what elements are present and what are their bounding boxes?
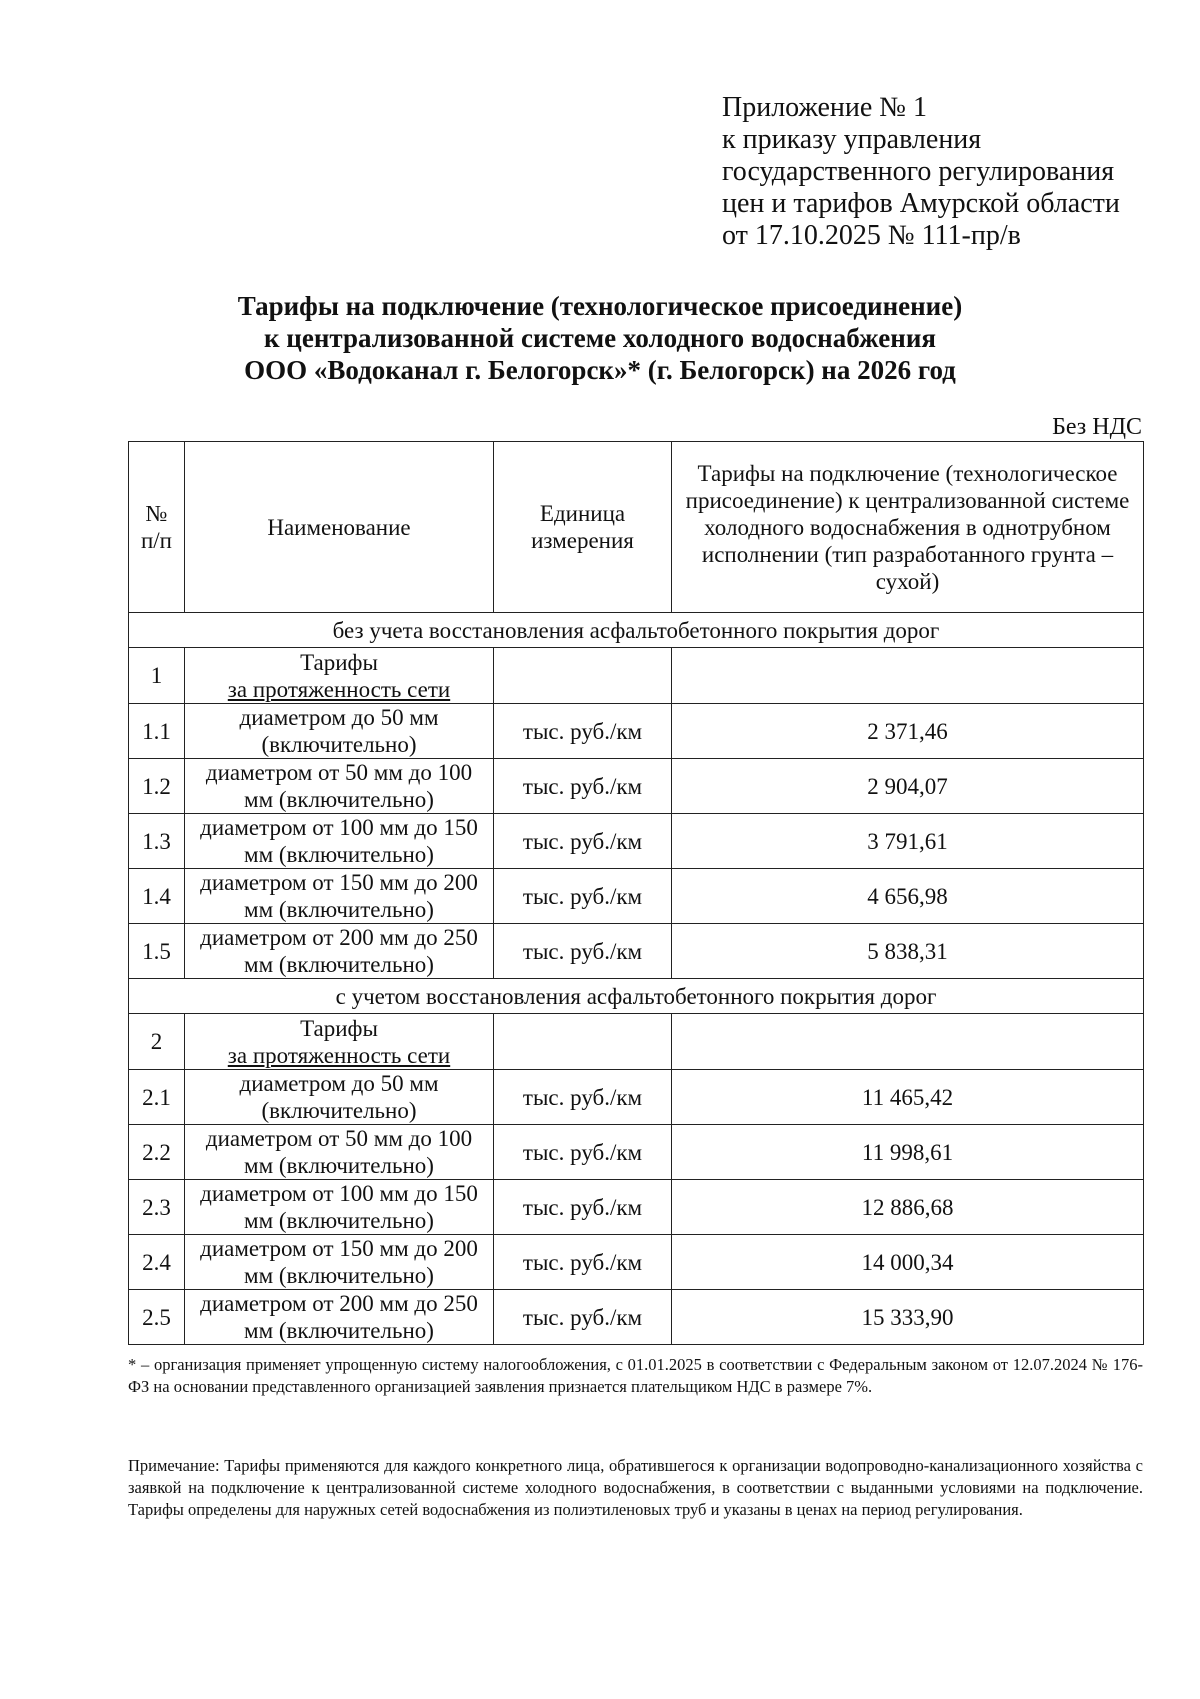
row-num: 2.5	[129, 1290, 185, 1345]
table-row	[129, 759, 1144, 814]
group-num: 1	[129, 648, 185, 704]
section-row	[129, 613, 1144, 648]
document-title	[150, 290, 1050, 386]
row-unit: тыс. руб./км	[494, 1125, 672, 1180]
row-value: 2 904,07	[672, 759, 1144, 814]
table-row	[129, 1290, 1144, 1345]
row-name: диаметром до 50 мм (включительно)	[185, 1070, 494, 1125]
group-num: 2	[129, 1014, 185, 1070]
header-name: Наименование	[185, 442, 494, 613]
row-unit: тыс. руб./км	[494, 869, 672, 924]
note: Примечание: Тарифы применяются для каждого конкретного лица, обратившегося к организации водопроводно-канализационного хозяйства с заявкой на подключение к централизованной системе холодного водоснабжения, в соответствии с выданными условиями на подключение. Тарифы определены для наружных сетей водоснабжения из полиэтиленовых труб и указаны в ценах на период регулирования.	[128, 1456, 1143, 1519]
group-value	[672, 648, 1144, 704]
table-row	[129, 1235, 1144, 1290]
row-num: 1.4	[129, 869, 185, 924]
appendix-line: цен и тарифов Амурской области	[722, 188, 1120, 219]
group-value	[672, 1014, 1144, 1070]
table-header-row	[129, 442, 1144, 613]
row-name: диаметром от 50 мм до 100 мм (включительно)	[185, 759, 494, 814]
row-num: 2.3	[129, 1180, 185, 1235]
table-row	[129, 814, 1144, 869]
row-value: 12 886,68	[672, 1180, 1144, 1235]
group-unit	[494, 648, 672, 704]
section-title: без учета восстановления асфальтобетонного покрытия дорог	[129, 613, 1144, 648]
row-unit: тыс. руб./км	[494, 924, 672, 979]
header-num: № п/п	[129, 442, 185, 613]
group-name-line: за протяженность сети	[227, 676, 451, 702]
section-row	[129, 979, 1144, 1014]
row-name: диаметром от 150 мм до 200 мм (включительно)	[185, 1235, 494, 1290]
row-num: 1.5	[129, 924, 185, 979]
row-name: диаметром от 200 мм до 250 мм (включительно)	[185, 1290, 494, 1345]
header-unit: Единица измерения	[494, 442, 672, 613]
footnote: * – организация применяет упрощенную систему налогообложения, с 01.01.2025 в соответствии с Федеральным законом от 12.07.2024 № 176-ФЗ на основании представленного организацией заявления признается плательщиком НДС в размере 7%.	[128, 1355, 1143, 1396]
group-name	[185, 648, 494, 704]
row-value: 2 371,46	[672, 704, 1144, 759]
row-unit: тыс. руб./км	[494, 704, 672, 759]
row-unit: тыс. руб./км	[494, 1180, 672, 1235]
row-value: 11 465,42	[672, 1070, 1144, 1125]
row-num: 1.3	[129, 814, 185, 869]
row-value: 14 000,34	[672, 1235, 1144, 1290]
group-name-line: Тарифы	[300, 1015, 378, 1041]
table-row	[129, 869, 1144, 924]
row-name: диаметром от 150 мм до 200 мм (включительно)	[185, 869, 494, 924]
row-num: 1.1	[129, 704, 185, 759]
group-name-line: Тарифы	[300, 649, 378, 675]
table-row	[129, 704, 1144, 759]
table-row	[129, 1180, 1144, 1235]
row-value: 11 998,61	[672, 1125, 1144, 1180]
row-value: 15 333,90	[672, 1290, 1144, 1345]
title-line: Тарифы на подключение (технологическое присоединение)	[237, 291, 963, 321]
table-row	[129, 1070, 1144, 1125]
row-unit: тыс. руб./км	[494, 1290, 672, 1345]
appendix-line: государственного регулирования	[722, 156, 1115, 187]
group-unit	[494, 1014, 672, 1070]
group-row	[129, 648, 1144, 704]
row-name: диаметром до 50 мм (включительно)	[185, 704, 494, 759]
group-name	[185, 1014, 494, 1070]
row-unit: тыс. руб./км	[494, 1235, 672, 1290]
row-name: диаметром от 50 мм до 100 мм (включительно)	[185, 1125, 494, 1180]
group-name-line: за протяженность сети	[227, 1042, 451, 1068]
row-name: диаметром от 200 мм до 250 мм (включительно)	[185, 924, 494, 979]
row-name: диаметром от 100 мм до 150 мм (включительно)	[185, 1180, 494, 1235]
row-unit: тыс. руб./км	[494, 759, 672, 814]
row-value: 4 656,98	[672, 869, 1144, 924]
row-num: 1.2	[129, 759, 185, 814]
tariff-table	[128, 441, 1144, 1345]
table-row	[129, 924, 1144, 979]
appendix-line: Приложение № 1	[722, 92, 927, 123]
section-title: с учетом восстановления асфальтобетонного покрытия дорог	[129, 979, 1144, 1014]
row-num: 2.2	[129, 1125, 185, 1180]
appendix-line: от 17.10.2025 № 111-пр/в	[722, 220, 1021, 251]
title-line: к централизованной системе холодного водоснабжения	[264, 323, 936, 353]
header-tariff: Тарифы на подключение (технологическое присоединение) к централизованной системе холодного водоснабжения в однотрубном исполнении (тип разработанного грунта – сухой)	[672, 442, 1144, 613]
row-unit: тыс. руб./км	[494, 814, 672, 869]
row-value: 3 791,61	[672, 814, 1144, 869]
table-row	[129, 1125, 1144, 1180]
row-value: 5 838,31	[672, 924, 1144, 979]
appendix-line: к приказу управления	[722, 124, 982, 155]
vat-note: Без НДС	[1052, 414, 1142, 440]
appendix-block	[722, 92, 1120, 252]
title-line: ООО «Водоканал г. Белогорск»* (г. Белогорск) на 2026 год	[244, 355, 956, 385]
row-num: 2.4	[129, 1235, 185, 1290]
row-name: диаметром от 100 мм до 150 мм (включительно)	[185, 814, 494, 869]
group-row	[129, 1014, 1144, 1070]
row-num: 2.1	[129, 1070, 185, 1125]
row-unit: тыс. руб./км	[494, 1070, 672, 1125]
